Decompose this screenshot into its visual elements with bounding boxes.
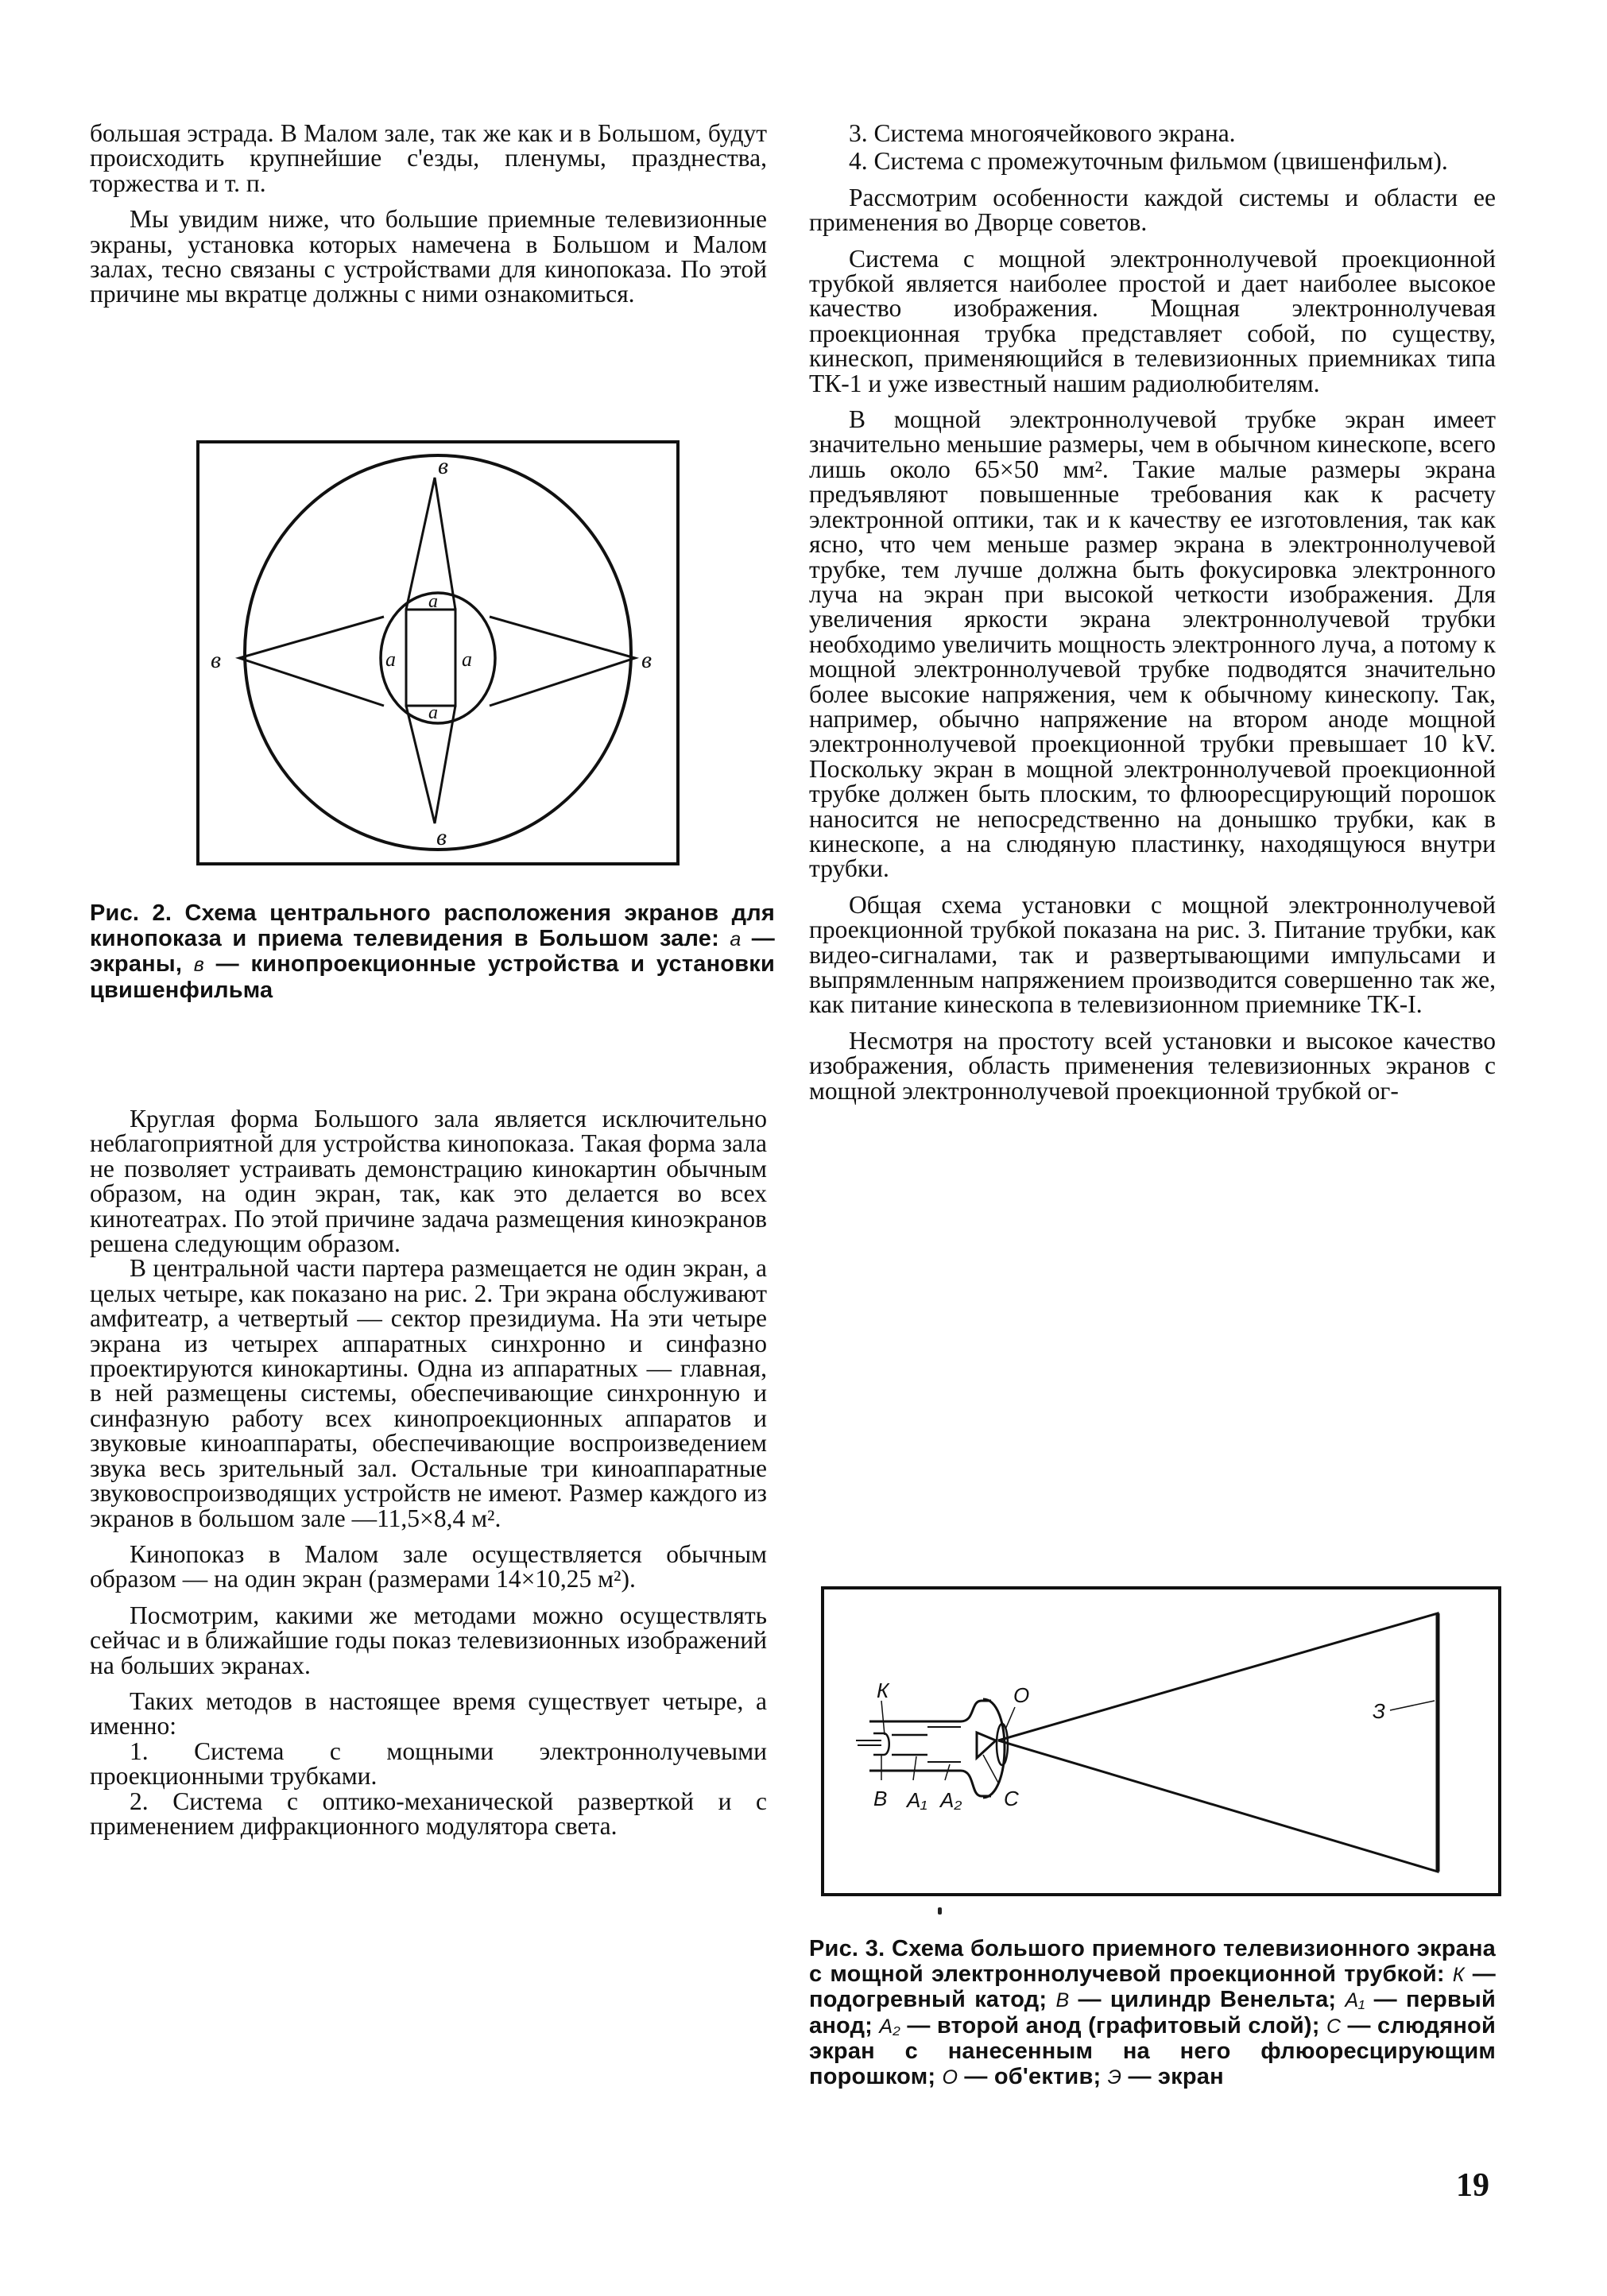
figure-3-caption — [809, 1937, 1496, 2090]
paragraph: Посмотрим, какими же методами можно осуществлять сейчас и в ближайшие годы показ телевизионных изображений на больших экранах. — [90, 1601, 767, 1679]
label-K-cathode: К — [877, 1678, 889, 1702]
list-item: 2. Система с оптико-механической разверткой и с применением дифракционного модулятора света. — [90, 1787, 767, 1840]
caption-text: Рис. 3. Схема большого приемного телевизионного экрана с мощной электроннолучевой проекционной трубкой: — [809, 1936, 1496, 1987]
left-column-intro — [90, 121, 767, 318]
caption-text: — подогревный катод; — [809, 1961, 1496, 2012]
figure-2-hall-screen-layout — [196, 440, 680, 865]
label-projector-bottom: в — [436, 824, 447, 850]
label-screen-left: а — [385, 648, 396, 671]
figure-3-projection-tube-diagram — [821, 1586, 1501, 1896]
list-item: 3. Система многоячейкового экрана. — [849, 119, 1236, 147]
label-screen-right: а — [462, 648, 472, 671]
paragraph: Общая схема установки с мощной электроннолучевой проекционной трубкой показана на рис. 3. Питание трубки, как видео-сигналами, так и развертывающими импульсами и выпрямленным напряжением производится совершенно так же, как питание кинескопа в телевизионном приемнике ТК-I. — [809, 890, 1496, 1019]
label-projector-right: в — [641, 647, 652, 673]
left-column-body — [90, 1106, 767, 1838]
label-E-screen: З — [1373, 1699, 1385, 1723]
caption-key: В — [1055, 1989, 1070, 2011]
caption-text: Рис. 2. Схема центрального расположения экранов для кинопоказа и приема телевидения в Большом зале: — [90, 900, 775, 951]
label-screen-bottom: а — [428, 703, 438, 723]
print-speck — [938, 1907, 942, 1915]
caption-text: — экраны, — [90, 925, 775, 977]
caption-key: С — [1326, 2015, 1342, 2038]
page-number: 19 — [1456, 2167, 1489, 2204]
hall-diagram-icon — [199, 443, 676, 862]
caption-text: — экран — [1128, 2063, 1224, 2089]
caption-key: А₂ — [879, 2015, 900, 2038]
label-projector-top: в — [438, 453, 449, 479]
paragraph: В центральной части партера размещается не один экран, а целых четыре, как показано на рис. 2. Три экрана обслуживают амфитеатр, а четвертый — сектор президиума. На эти четыре экрана из четырех аппаратных синхронно и синфазно проектируются кинокартины. Одна из аппаратных — главная, в ней размещены системы, обеспечивающие синхронную и синфазную работу всех кинопроекционных аппаратов и звуковые киноаппараты, обеспечивающие воспроизведением звука весь зрительный зал. Остальные три киноаппаратные звуковоспроизводящих устройств не имеют. Размер каждого из экранов в большом зале —11,5×8,4 м². — [90, 1254, 767, 1532]
paragraph: В мощной электроннолучевой трубке экран имеет значительно меньшие размеры, чем в обычном кинескопе, всего лишь около 65×50 мм². Такие малые размеры экрана предъявляют повышенные требования как к расчету электронной оптики, так и к качеству ее изготовления, так как ясно, что чем меньше размер экрана в электроннолучевой трубке, тем лучше должна быть фокусировка электронного луча на экран при высокой четкости изображения. Для увеличения яркости экрана электроннолучевой трубки необходимо увеличить мощность электронного луча, а потому к мощной электроннолучевой трубке подводятся значительно более высокие напряжения, чем к обычному кинескопу. Так, например, обычно напряжение на втором аноде мощной электроннолучевой проекционной трубки превышает 10 kV. Поскольку экран в мощной электроннолучевой проекционной трубке должен быть плоским, то флюоресцирующий порошок наносится не непосредственно на донышко трубки, как в кинескопе, а на слюдяную пластинку, находящуюся внутри трубки. — [809, 405, 1496, 883]
list-item: 1. Система с мощными электроннолучевыми проекционными трубками. — [90, 1737, 767, 1791]
paragraph: Система с мощной электроннолучевой проекционной трубкой является наиболее простой и дает наиболее высокое качество изображения. Мощная электроннолучевая проекционная трубка представляет собой, по существу, кинескоп, применяющийся в телевизионных приемниках типа ТК-1 и уже известный нашим радиолюбителям. — [809, 244, 1496, 397]
label-projector-left: в — [211, 647, 222, 673]
caption-key: Э — [1107, 2066, 1122, 2089]
caption-key: а — [730, 927, 742, 951]
label-A2-anode: А₂ — [940, 1788, 962, 1812]
paragraph: Круглая форма Большого зала является исключительно неблагоприятной для устройства кинопоказа. Такая форма зала не позволяет устраивать демонстрацию кинокартин обычным образом, на один экран, так, как это делается во всех кинотеатрах. По этой причине задача размещения киноэкранов решена следующим образом. — [90, 1105, 767, 1258]
caption-text: — слюдяной экран с нанесенным на него флюоресцирующим порошком; — [809, 2012, 1496, 2089]
label-A1-anode: А₁ — [907, 1788, 927, 1812]
caption-text: — второй анод (графитовый слой); — [907, 2012, 1320, 2039]
paragraph: Мы увидим ниже, что большие приемные телевизионные экраны, установка которых намечена в Большом и Малом залах, тесно связаны с устройствами для кинопоказа. По этой причине мы вкратце должны с ними ознакомиться. — [90, 205, 767, 308]
label-O-lens: О — [1013, 1683, 1030, 1707]
caption-text: — об'ектив; — [964, 2063, 1102, 2089]
caption-text: — первый анод; — [809, 1987, 1496, 2039]
paragraph: Кинопоказ в Малом зале осуществляется обычным образом — на один экран (размерами 14×10,25 м²). — [90, 1539, 767, 1593]
projection-tube-icon — [824, 1589, 1498, 1893]
figure-2-caption — [90, 901, 775, 1003]
caption-key: О — [942, 2066, 958, 2089]
label-C-mica-screen: С — [1004, 1787, 1019, 1810]
label-B-wehnelt: В — [873, 1787, 888, 1810]
label-screen-top: а — [428, 591, 438, 612]
caption-key: К — [1452, 1963, 1465, 1986]
caption-text: — кинопроекционные устройства и установки цвишенфильма — [90, 951, 775, 1003]
right-column — [809, 121, 1496, 1114]
list-item: 4. Система с промежуточным фильмом (цвишенфильм). — [849, 147, 1448, 176]
paragraph: большая эстрада. В Малом зале, так же как и в Большом, будут происходить крупнейшие с'езды, пленумы, празднества, торжества и т. п. — [90, 119, 767, 197]
caption-key: в — [193, 954, 204, 976]
caption-key: А₁ — [1345, 1989, 1365, 2011]
paragraph: Рассмотрим особенности каждой системы и области ее применения во Дворце советов. — [809, 183, 1496, 237]
caption-text: — цилиндр Венельта; — [1078, 1987, 1337, 2012]
paragraph: Таких методов в настоящее время существует четыре, а именно: — [90, 1686, 767, 1740]
paragraph: Несмотря на простоту всей установки и высокое качество изображения, область применения телевизионных экранов с мощной электроннолучевой проекционной трубкой ог- — [809, 1026, 1496, 1105]
